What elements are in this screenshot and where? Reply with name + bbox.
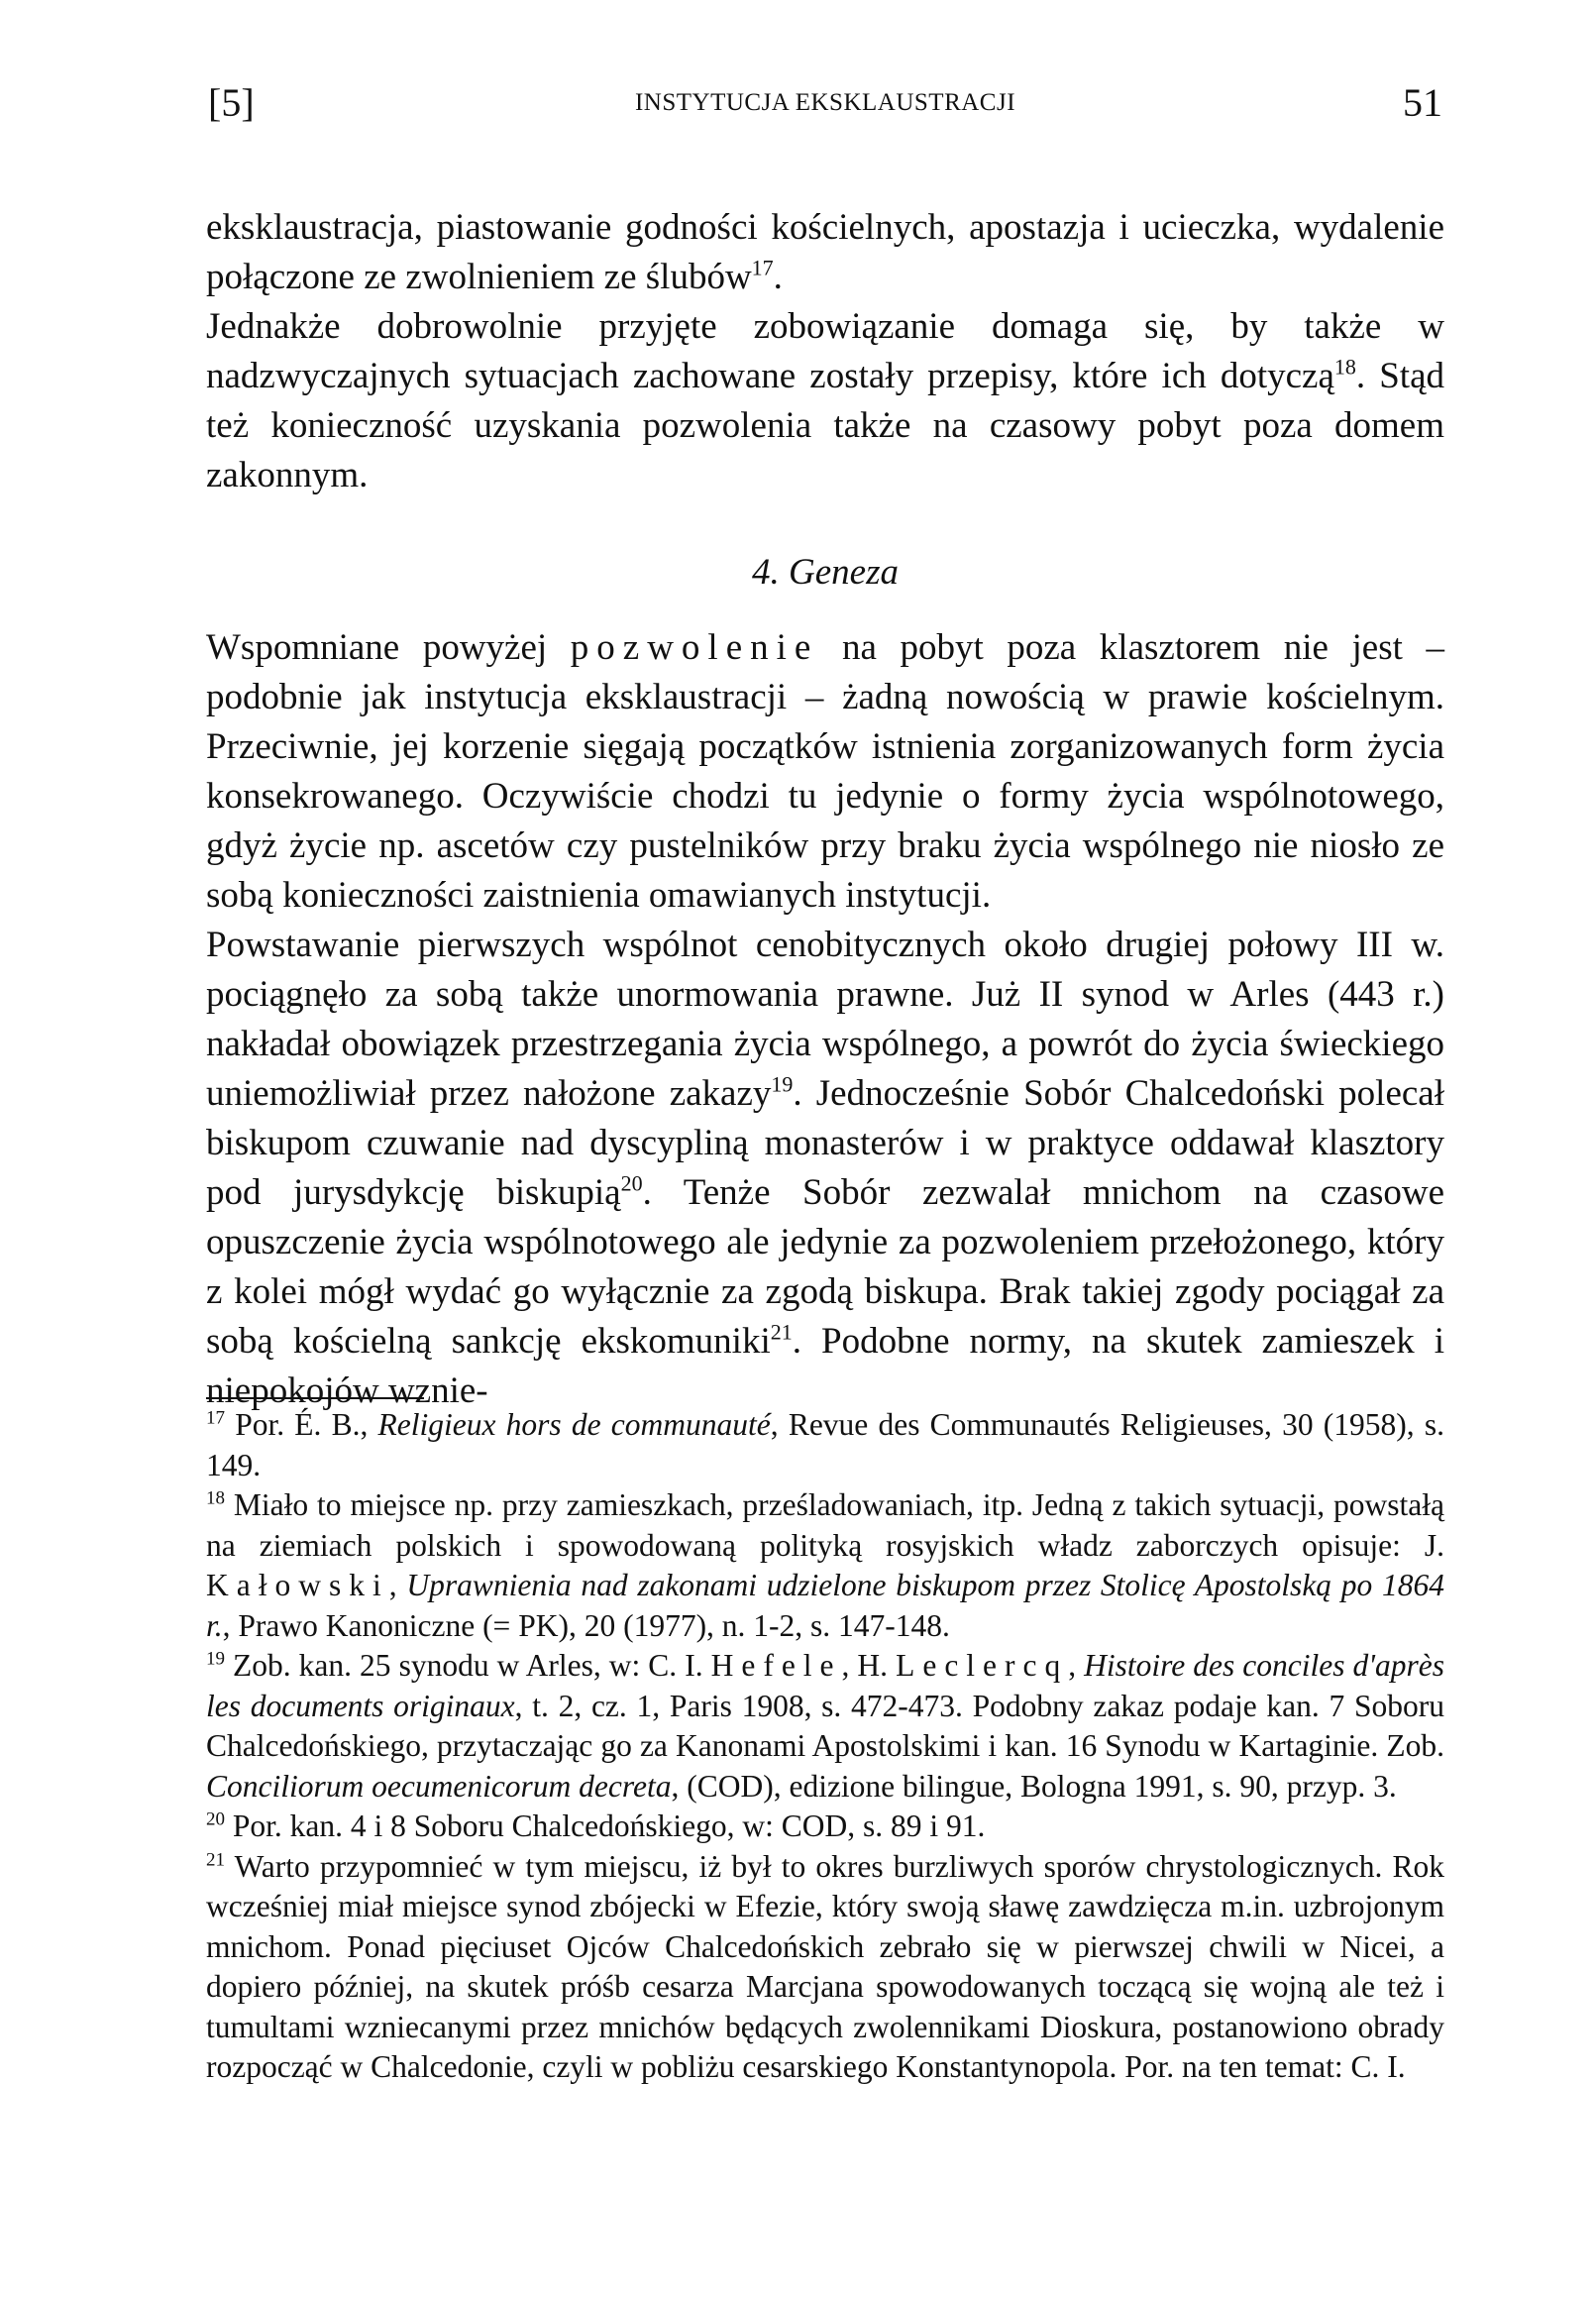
paragraph-2: Jednakże dobrowolnie przyjęte zobowiązanie domaga się, by także w nadzwyczajnych sytuacjach zachowane zostały przepisy, które ich dotyczą$^{18}$. Stąd też konieczność uzyskania pozwolenia także na czasowy pobyt poza domem zakonnym.: [206, 306, 1444, 495]
footnote-21: $^{21}$ Warto przypomnieć w tym miejscu, iż był to okres burzliwych sporów chrystologicznych. Rok wcześniej miał miejsce synod zbójecki w Efezie, który swoją sławę zawdzięcza m.in. uzbrojonym mnichom. Ponad pięciuset Ojców Chalcedońskich zebrało się w pierwszej chwili w Nicei, a dopiero później, na skutek próśb cesarza Marcjana spowodowanych toczącą się wojną ale też i tumultami wzniecanymi przez mnichów będących zwolennikami Dioskura, postanowiono obrady rozpocząć w Chalcedonie, czyli w pobliżu cesarskiego Konstantynopola. Por. na ten temat: C. I.: [206, 1848, 1444, 2084]
footnotes: [206, 1405, 1444, 2088]
page-number: 51: [1403, 80, 1442, 125]
footnote-ref-20[interactable]: 20: [620, 1170, 643, 1196]
footnote-19: $^{19}$ Zob. kan. 25 synodu w Arles, w: C. I. Hefele, H. Leclercq, Histoire des conciles d'après les documents originaux, t. 2, cz. 1, Paris 1908, s. 472-473. Podobny zakaz podaje kan. 7 Soboru Chalcedońskiego, przytaczając go za Kanonami Apostolskimi i kan. 16 Synodu w Kartaginie. Zob. Conciliorum oecumenicorum decreta, (COD), edizione bilingue, Bologna 1991, s. 90, przyp. 3.: [206, 1648, 1445, 1804]
running-header: [208, 79, 1442, 129]
footnote-ref-17[interactable]: 17: [751, 255, 774, 280]
page-id: [5]: [208, 80, 255, 125]
footnote-divider: [206, 1397, 424, 1399]
main-text: [206, 203, 1444, 1416]
spaced-emphasis: pozwolenie: [570, 627, 819, 668]
footnote-ref-21[interactable]: 21: [770, 1319, 793, 1345]
paragraph-3: Wspomniane powyżej pozwolenie na pobyt poza klasztorem nie jest – podobnie jak instytucja eksklaustracji – żadną nowością w prawie kościelnym. Przeciwnie, jej korzenie sięgają początków istnienia zorganizowanych form życia konsekrowanego. Oczywiście chodzi tu jedynie o formy życia wspólnotowego, gdyż życie np. ascetów czy pustelników przy braku życia wspólnego nie niosło ze sobą konieczności zaistnienia omawianych instytucji.: [206, 627, 1444, 916]
footnote-17: $^{17}$ Por. É. B., Religieux hors de communauté, Revue des Communautés Religieuses, 30 (1958), s. 149.: [206, 1407, 1444, 1482]
footnote-ref-19[interactable]: 19: [771, 1071, 794, 1097]
paragraph-1: eksklaustracja, piastowanie godności kościelnych, apostazja i ucieczka, wydalenie połączone ze zwolnieniem ze ślubów$^{17}$.: [206, 207, 1444, 297]
footnote-ref-18[interactable]: 18: [1333, 354, 1356, 380]
section-title: 4. Geneza: [752, 552, 899, 593]
footnote-20: $^{20}$ Por. kan. 4 i 8 Soboru Chalcedońskiego, w: COD, s. 89 i 91.: [206, 1808, 986, 1843]
running-title: INSTYTUCJA EKSKLAUSTRACJI: [634, 89, 1016, 116]
footnote-18: $^{18}$ Miało to miejsce np. przy zamieszkach, prześladowaniach, itp. Jedną z takich sytuacji, powstałą na ziemiach polskich i spowodowaną polityką rosyjskich władz zaborczych opisuje: J. Kałowski, Uprawnienia nad zakonami udzielone biskupom przez Stolicę Apostolską po 1864 r., Prawo Kanoniczne (= PK), 20 (1977), n. 1-2, s. 147-148.: [206, 1487, 1445, 1643]
paragraph-4: Powstawanie pierwszych wspólnot cenobitycznych około drugiej połowy III w. pociągnęło za sobą także unormowania prawne. Już II synod w Arles (443 r.) nakładał obowiązek przestrzegania życia wspólnego, a powrót do życia świeckiego uniemożliwiał przez nałożone zakazy$^{19}$. Jednocześnie Sobór Chalcedoński polecał biskupom czuwanie nad dyscypliną monasterów i w praktyce oddawał klasztory pod jurysdykcję biskupią$^{20}$. Tenże Sobór zezwalał mnichom na czasowe opuszczenie życia wspólnotowego ale jedynie za pozwoleniem przełożonego, który z kolei mógł wydać go wyłącznie za zgodą biskupa. Brak takiej zgody pociągał za sobą kościelną sankcję ekskomuniki$^{21}$. Podobne normy, na skutek zamieszek i niepokojów wznie-: [206, 925, 1444, 1411]
